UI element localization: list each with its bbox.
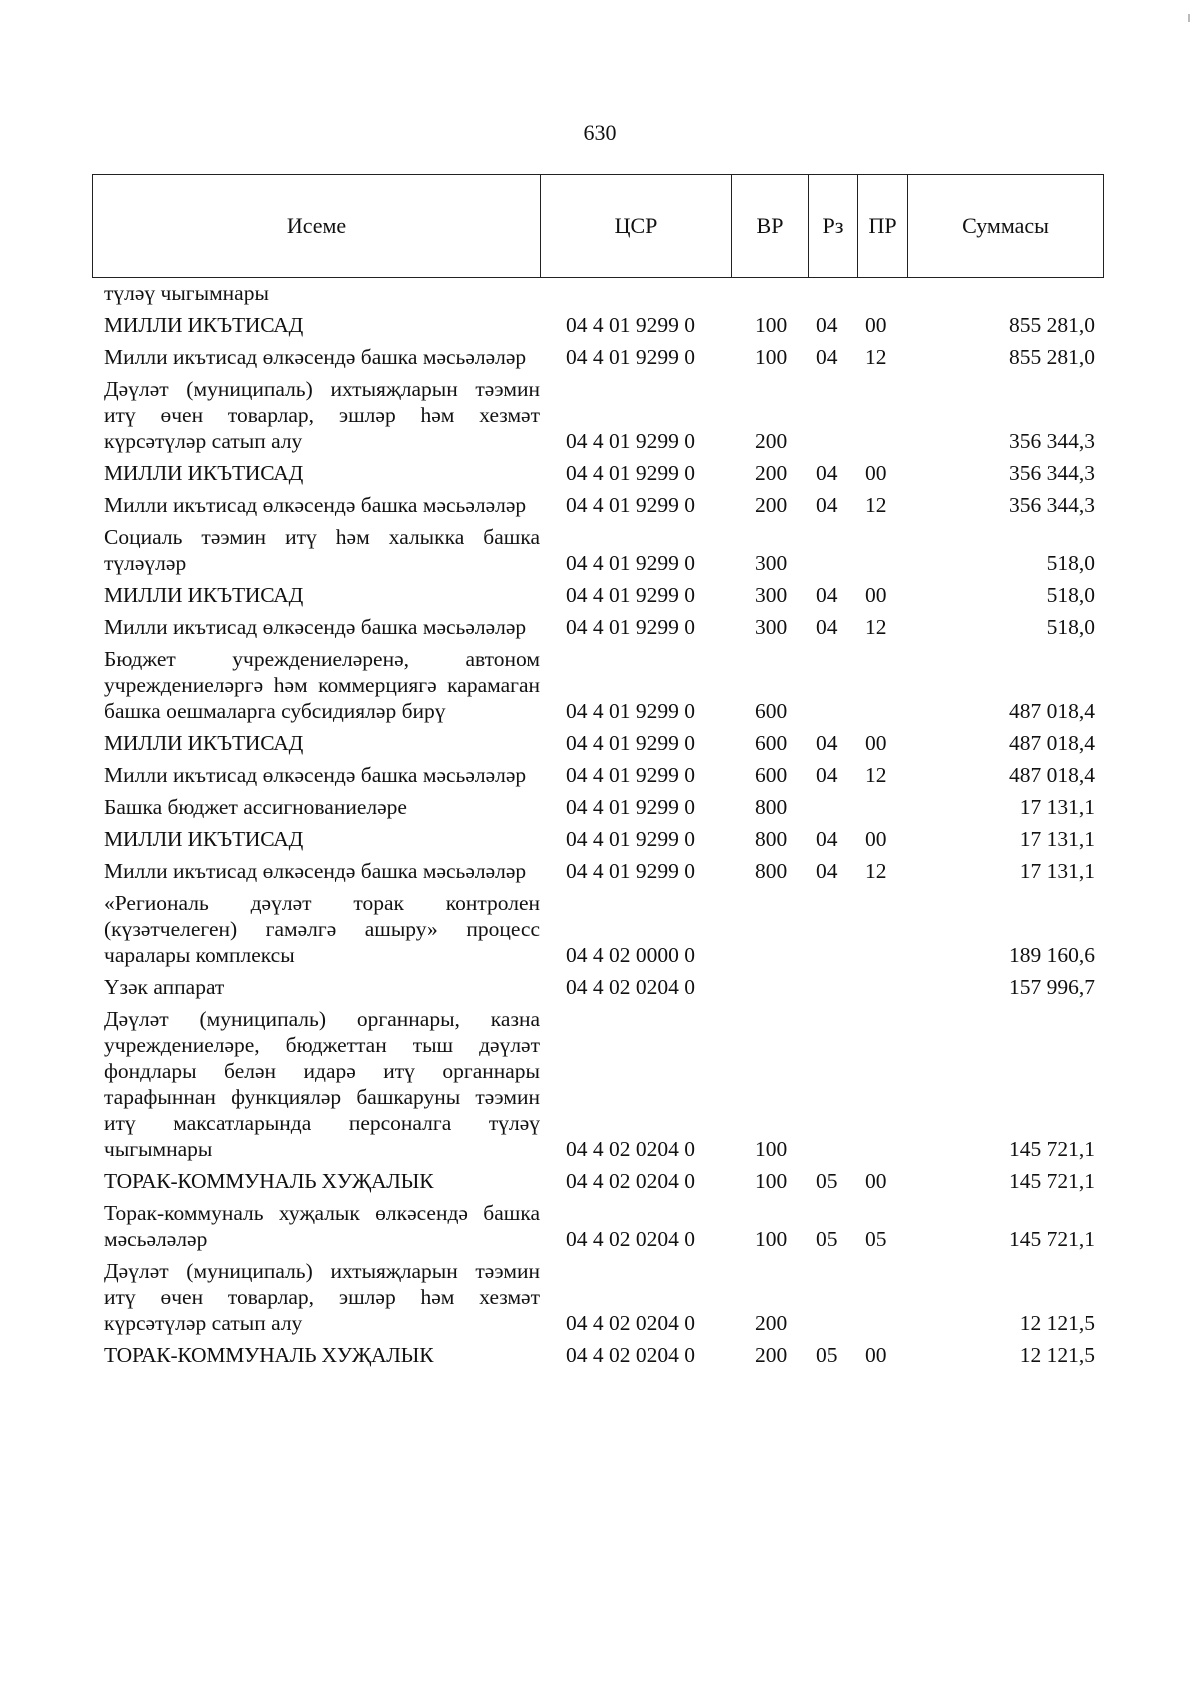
row-name: Дәүләт (муниципаль) ихтыяҗларын тәэмин итү өчен товарлар, эшләр һәм хезмәт күрсәтүләр сатып алу	[104, 377, 540, 453]
table-row	[92, 1258, 1103, 1336]
row-vr: 100	[755, 313, 788, 337]
row-sum: 487 018,4	[1009, 699, 1095, 723]
row-vr: 600	[755, 763, 788, 787]
row-sum: 157 996,7	[1009, 975, 1095, 999]
row-pr: 00	[865, 1343, 887, 1367]
row-sum: 12 121,5	[1019, 1311, 1095, 1335]
row-pr: 12	[865, 859, 887, 883]
row-name: Башка бюджет ассигнованиеләре	[104, 795, 407, 819]
row-vr: 800	[755, 827, 788, 851]
row-sum: 356 344,3	[1009, 461, 1095, 485]
row-csr: 04 4 01 9299 0	[566, 699, 695, 723]
row-sum: 518,0	[1046, 583, 1095, 607]
row-vr: 600	[755, 699, 788, 723]
row-sum: 518,0	[1046, 551, 1095, 575]
page-number: 630	[583, 120, 617, 145]
row-vr: 200	[755, 429, 788, 453]
row-name: Милли икътисад өлкәсендә башка мәсьәләләр	[104, 345, 527, 369]
row-rz: 04	[816, 345, 838, 369]
row-pr: 12	[865, 615, 887, 639]
row-csr: 04 4 02 0204 0	[566, 975, 695, 999]
row-pr: 12	[865, 763, 887, 787]
row-vr: 300	[755, 551, 788, 575]
row-name: Милли икътисад өлкәсендә башка мәсьәләләр	[104, 615, 527, 639]
table-row	[92, 730, 1103, 756]
row-pr: 00	[865, 313, 887, 337]
header-csr: ЦСР	[541, 175, 732, 278]
row-name: МИЛЛИ ИКЪТИСАД	[104, 731, 304, 755]
row-sum: 518,0	[1046, 615, 1095, 639]
row-sum: 17 131,1	[1019, 827, 1095, 851]
table-row	[92, 280, 1103, 306]
row-pr: 00	[865, 1169, 887, 1193]
row-sum: 145 721,1	[1009, 1137, 1095, 1161]
row-name: Милли икътисад өлкәсендә башка мәсьәләләр	[104, 859, 527, 883]
row-name: МИЛЛИ ИКЪТИСАД	[104, 461, 304, 485]
table-row	[92, 312, 1103, 338]
row-rz: 04	[816, 731, 838, 755]
row-rz: 05	[816, 1343, 838, 1367]
row-name: ТОРАК-КОММУНАЛЬ ХУҖАЛЫК	[104, 1169, 434, 1193]
row-name: ТОРАК-КОММУНАЛЬ ХУҖАЛЫК	[104, 1343, 434, 1367]
row-rz: 05	[816, 1169, 838, 1193]
row-pr: 05	[865, 1227, 887, 1251]
row-name: МИЛЛИ ИКЪТИСАД	[104, 313, 304, 337]
table-row	[92, 1200, 1103, 1252]
row-sum: 17 131,1	[1019, 795, 1095, 819]
row-vr: 600	[755, 731, 788, 755]
row-pr: 00	[865, 827, 887, 851]
row-sum: 12 121,5	[1019, 1343, 1095, 1367]
budget-table-body	[92, 280, 1103, 1374]
scan-mark	[1188, 14, 1190, 22]
table-row	[92, 646, 1103, 724]
row-sum: 189 160,6	[1009, 943, 1095, 967]
row-vr: 300	[755, 615, 788, 639]
row-csr: 04 4 02 0204 0	[566, 1169, 695, 1193]
row-pr: 00	[865, 583, 887, 607]
row-name: Дәүләт (муниципаль) органнары, казна учреждениеләре, бюджеттан тыш дәүләт фондлары белән идарә итү органнары тарафыннан функцияләр башкаруны тәэмин итү максатларында персоналга түләү чыгымнары	[104, 1007, 540, 1161]
row-csr: 04 4 02 0204 0	[566, 1311, 695, 1335]
row-csr: 04 4 01 9299 0	[566, 313, 695, 337]
row-vr: 800	[755, 795, 788, 819]
row-csr: 04 4 02 0204 0	[566, 1227, 695, 1251]
row-rz: 04	[816, 313, 838, 337]
row-name: МИЛЛИ ИКЪТИСАД	[104, 827, 304, 851]
row-csr: 04 4 01 9299 0	[566, 615, 695, 639]
row-vr: 200	[755, 461, 788, 485]
row-sum: 487 018,4	[1009, 763, 1095, 787]
table-row	[92, 376, 1103, 454]
row-csr: 04 4 02 0204 0	[566, 1343, 695, 1367]
row-vr: 100	[755, 1227, 788, 1251]
row-sum: 855 281,0	[1009, 313, 1095, 337]
row-rz: 04	[816, 461, 838, 485]
table-row	[92, 890, 1103, 968]
table-row	[92, 974, 1103, 1000]
table-row	[92, 794, 1103, 820]
row-csr: 04 4 01 9299 0	[566, 345, 695, 369]
row-csr: 04 4 01 9299 0	[566, 731, 695, 755]
table-row	[92, 1342, 1103, 1368]
header-rz: Рз	[809, 175, 858, 278]
header-pr: ПР	[858, 175, 908, 278]
row-name: Милли икътисад өлкәсендә башка мәсьәләләр	[104, 763, 527, 787]
row-sum: 487 018,4	[1009, 731, 1095, 755]
header-name: Исеме	[93, 175, 541, 278]
table-row	[92, 614, 1103, 640]
row-csr: 04 4 01 9299 0	[566, 429, 695, 453]
row-csr: 04 4 02 0000 0	[566, 943, 695, 967]
row-csr: 04 4 01 9299 0	[566, 583, 695, 607]
header-sum: Суммасы	[908, 175, 1104, 278]
row-name: «Региональ дәүләт торак контролен (күзәтчелеген) гамәлгә ашыру» процесс чаралары комплексы	[104, 891, 540, 967]
row-pr: 12	[865, 493, 887, 517]
table-row	[92, 762, 1103, 788]
row-rz: 04	[816, 615, 838, 639]
row-sum: 855 281,0	[1009, 345, 1095, 369]
row-name: Торак-коммуналь хуҗалык өлкәсендә башка мәсьәләләр	[104, 1201, 540, 1251]
row-csr: 04 4 01 9299 0	[566, 795, 695, 819]
row-sum: 17 131,1	[1019, 859, 1095, 883]
table-row	[92, 826, 1103, 852]
row-name: Бюджет учреждениеләренә, автоном учреждениеләргә һәм коммерциягә карамаган башка оешмаларга субсидияләр бирү	[104, 647, 540, 723]
row-csr: 04 4 01 9299 0	[566, 763, 695, 787]
row-vr: 300	[755, 583, 788, 607]
row-name: Социаль тәэмин итү һәм халыкка башка түләүләр	[104, 525, 540, 575]
table-row	[92, 582, 1103, 608]
row-rz: 04	[816, 583, 838, 607]
row-vr: 200	[755, 493, 788, 517]
row-rz: 04	[816, 827, 838, 851]
row-rz: 04	[816, 493, 838, 517]
row-sum: 145 721,1	[1009, 1169, 1095, 1193]
row-pr: 00	[865, 731, 887, 755]
row-sum: 145 721,1	[1009, 1227, 1095, 1251]
row-rz: 05	[816, 1227, 838, 1251]
table-row	[92, 524, 1103, 576]
row-pr: 00	[865, 461, 887, 485]
row-name: түләү чыгымнары	[104, 281, 269, 305]
row-name: МИЛЛИ ИКЪТИСАД	[104, 583, 304, 607]
row-vr: 100	[755, 1169, 788, 1193]
table-row	[92, 492, 1103, 518]
row-pr: 12	[865, 345, 887, 369]
table-row	[92, 1168, 1103, 1194]
row-csr: 04 4 02 0204 0	[566, 1137, 695, 1161]
header-vr: ВР	[732, 175, 809, 278]
table-row	[92, 344, 1103, 370]
row-vr: 800	[755, 859, 788, 883]
row-csr: 04 4 01 9299 0	[566, 461, 695, 485]
table-row	[92, 1006, 1103, 1162]
table-row	[92, 858, 1103, 884]
row-name: Үзәк аппарат	[104, 975, 225, 999]
row-rz: 04	[816, 763, 838, 787]
table-header	[92, 174, 1104, 278]
row-vr: 100	[755, 1137, 788, 1161]
row-csr: 04 4 01 9299 0	[566, 827, 695, 851]
table-row	[92, 460, 1103, 486]
row-vr: 200	[755, 1343, 788, 1367]
row-sum: 356 344,3	[1009, 493, 1095, 517]
row-vr: 100	[755, 345, 788, 369]
row-csr: 04 4 01 9299 0	[566, 859, 695, 883]
row-name: Милли икътисад өлкәсендә башка мәсьәләләр	[104, 493, 527, 517]
row-name: Дәүләт (муниципаль) ихтыяҗларын тәэмин итү өчен товарлар, эшләр һәм хезмәт күрсәтүләр сатып алу	[104, 1259, 540, 1335]
row-rz: 04	[816, 859, 838, 883]
row-sum: 356 344,3	[1009, 429, 1095, 453]
row-vr: 200	[755, 1311, 788, 1335]
row-csr: 04 4 01 9299 0	[566, 551, 695, 575]
row-csr: 04 4 01 9299 0	[566, 493, 695, 517]
